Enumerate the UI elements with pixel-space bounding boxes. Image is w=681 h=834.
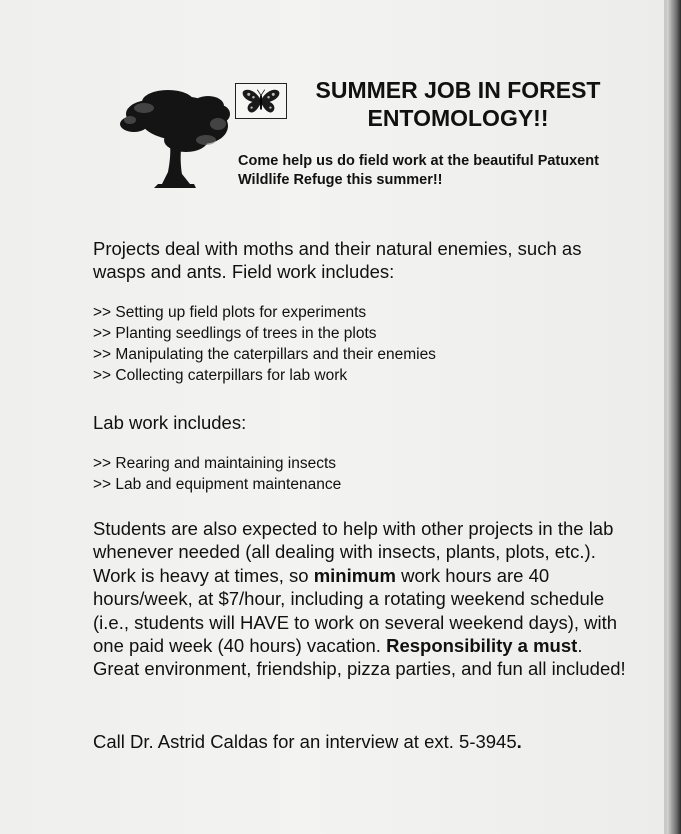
emphasis-minimum: minimum bbox=[313, 564, 396, 586]
contact-period: . bbox=[516, 731, 522, 752]
contact-line bbox=[93, 730, 633, 753]
lab-heading: Lab work includes: bbox=[93, 412, 247, 433]
lab-tasks-list bbox=[93, 453, 613, 495]
flyer-title: SUMMER JOB IN FOREST ENTOMOLOGY!! bbox=[315, 77, 601, 131]
details-paragraph bbox=[93, 517, 633, 681]
details-part-1: Students are also expected to help with other projects in the lab whenever needed (all dealing with insects, plants, plots, etc.). Work is heavy at times, so bbox=[93, 518, 614, 586]
butterfly-logo-box bbox=[235, 83, 287, 119]
list-item: >> Lab and equipment maintenance bbox=[93, 474, 613, 495]
list-item: >> Planting seedlings of trees in the plots bbox=[93, 323, 613, 344]
details-part-3: . Great environment, friendship, pizza parties, and fun all included! bbox=[93, 635, 626, 680]
list-item: >> Setting up field plots for experiments bbox=[93, 302, 613, 323]
list-item: >> Rearing and maintaining insects bbox=[93, 453, 613, 474]
details-part-2: work hours are 40 hours/week, at $7/hour, including a rotating weekend schedule (i.e., students will HAVE to work on several weekend days), with one paid week (40 hours) vacation. bbox=[93, 564, 618, 657]
flyer-subtitle: Come help us do field work at the beautiful Patuxent Wildlife Refuge this summer!! bbox=[238, 153, 599, 188]
scan-edge-shadow bbox=[667, 0, 681, 834]
field-tasks-list bbox=[93, 302, 613, 386]
butterfly-icon bbox=[236, 84, 286, 118]
contact-text: Call Dr. Astrid Caldas for an interview at ext. 5-3945 bbox=[93, 731, 517, 752]
tree-icon bbox=[110, 84, 234, 190]
list-item: >> Manipulating the caterpillars and their enemies bbox=[93, 344, 613, 365]
emphasis-responsibility: Responsibility a must bbox=[386, 635, 578, 657]
list-item: >> Collecting caterpillars for lab work bbox=[93, 365, 613, 386]
intro-paragraph: Projects deal with moths and their natural enemies, such as wasps and ants. Field work includes: bbox=[93, 238, 582, 282]
